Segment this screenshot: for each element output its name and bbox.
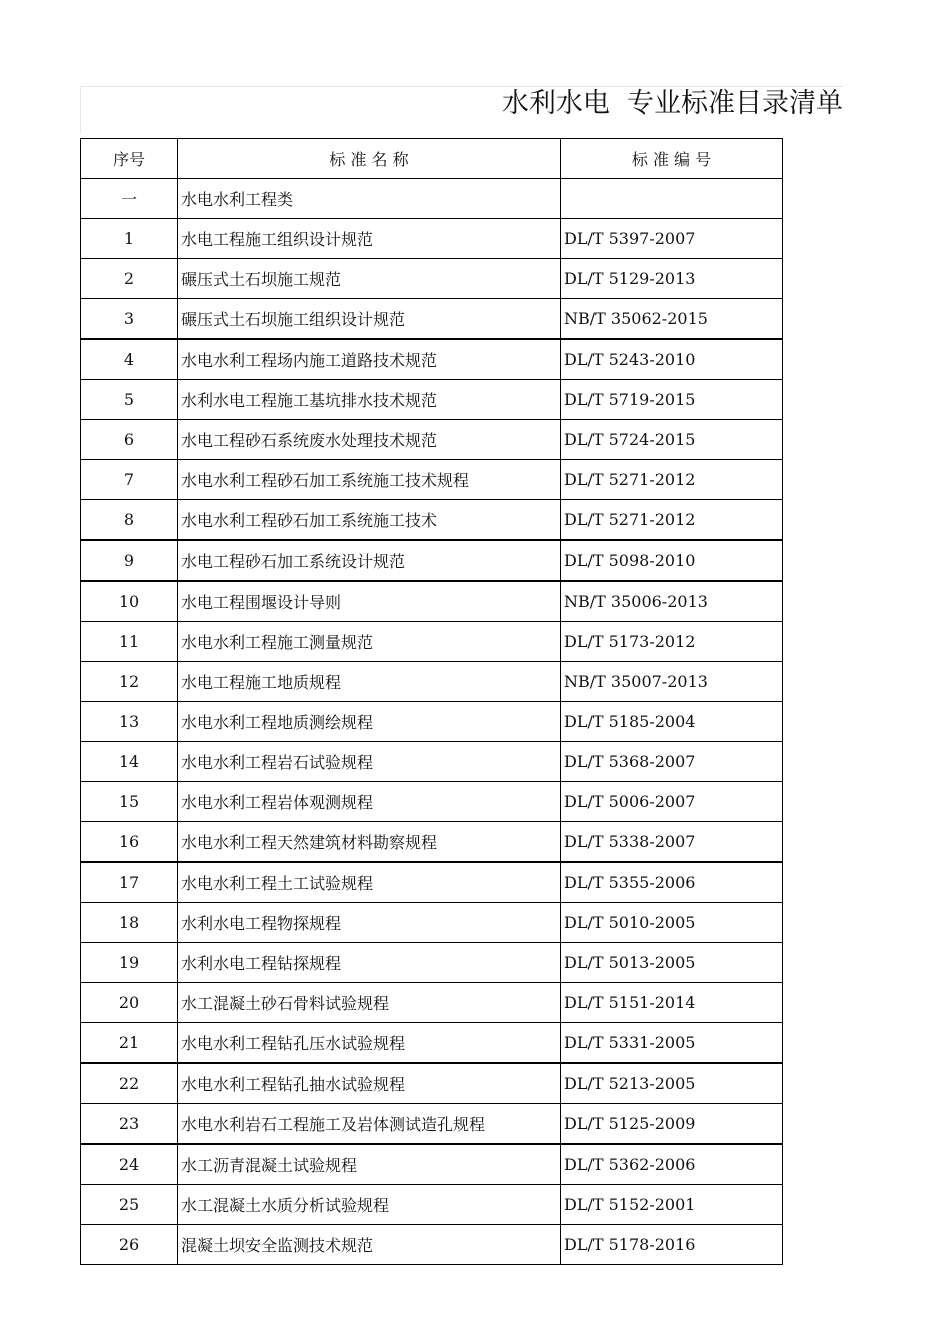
- cell-standard-name: 水电水利工程岩体观测规程: [178, 782, 561, 822]
- cell-standard-name: 水电水利工程土工试验规程: [178, 862, 561, 903]
- cell-standard-code: NB/T 35062-2015: [561, 299, 783, 340]
- cell-standard-name: 水工混凝土砂石骨料试验规程: [178, 983, 561, 1023]
- cell-serial-number: 12: [81, 662, 178, 702]
- cell-standard-name: 碾压式土石坝施工组织设计规范: [178, 299, 561, 340]
- cell-standard-code: DL/T 5129-2013: [561, 259, 783, 299]
- table-row: [81, 742, 783, 782]
- table-header-row: [81, 139, 783, 179]
- cell-standard-code: DL/T 5152-2001: [561, 1185, 783, 1225]
- cell-standard-code: DL/T 5271-2012: [561, 460, 783, 500]
- cell-serial-number: 4: [81, 339, 178, 380]
- table-row: [81, 782, 783, 822]
- cell-standard-code: DL/T 5151-2014: [561, 983, 783, 1023]
- cell-serial-number: 15: [81, 782, 178, 822]
- cell-standard-name: 水利水电工程钻探规程: [178, 943, 561, 983]
- cell-standard-code: DL/T 5013-2005: [561, 943, 783, 983]
- cell-standard-name: 水工沥青混凝土试验规程: [178, 1144, 561, 1185]
- cell-serial-number: 20: [81, 983, 178, 1023]
- cell-serial-number: 25: [81, 1185, 178, 1225]
- cell-serial-number: 13: [81, 702, 178, 742]
- cell-serial-number: 17: [81, 862, 178, 903]
- cell-serial-number: 7: [81, 460, 178, 500]
- cell-standard-name: 水利水电工程施工基坑排水技术规范: [178, 380, 561, 420]
- cell-standard-name: 水电水利工程施工测量规范: [178, 622, 561, 662]
- table-row: [81, 299, 783, 340]
- table-row: [81, 339, 783, 380]
- cell-standard-code: DL/T 5355-2006: [561, 862, 783, 903]
- cell-standard-name: 水电工程砂石加工系统设计规范: [178, 540, 561, 581]
- table-row: [81, 500, 783, 541]
- table-row: [81, 1063, 783, 1104]
- cell-standard-name: 水电水利工程天然建筑材料勘察规程: [178, 822, 561, 863]
- cell-standard-code: DL/T 5010-2005: [561, 903, 783, 943]
- table-row: [81, 1185, 783, 1225]
- cell-standard-name: 水利水电工程物探规程: [178, 903, 561, 943]
- table-body: [81, 179, 783, 1265]
- cell-serial-number: 26: [81, 1225, 178, 1265]
- table-row: [81, 903, 783, 943]
- cell-serial-number: 6: [81, 420, 178, 460]
- cell-standard-name: 水电水利工程类: [178, 179, 561, 219]
- table-row: [81, 460, 783, 500]
- cell-standard-name: 混凝土坝安全监测技术规范: [178, 1225, 561, 1265]
- cell-serial-number: 19: [81, 943, 178, 983]
- table-row: [81, 662, 783, 702]
- table-row: [81, 983, 783, 1023]
- cell-standard-name: 水电水利工程地质测绘规程: [178, 702, 561, 742]
- table-row: [81, 943, 783, 983]
- cell-standard-name: 水电水利工程钻孔压水试验规程: [178, 1023, 561, 1064]
- cell-standard-name: 水电工程围堰设计导则: [178, 581, 561, 622]
- cell-serial-number: 16: [81, 822, 178, 863]
- cell-standard-name: 水工混凝土水质分析试验规程: [178, 1185, 561, 1225]
- cell-standard-code: NB/T 35006-2013: [561, 581, 783, 622]
- table-row: [81, 219, 783, 259]
- table-row: [81, 259, 783, 299]
- page-title: 水利水电 专业标准目录清单: [501, 88, 843, 119]
- table-row: [81, 420, 783, 460]
- cell-standard-name: 水电水利工程砂石加工系统施工技术: [178, 500, 561, 541]
- table-row: [81, 1104, 783, 1145]
- cell-standard-name: 水电水利岩石工程施工及岩体测试造孔规程: [178, 1104, 561, 1145]
- header-serial-number: 序号: [81, 139, 178, 179]
- cell-serial-number: 24: [81, 1144, 178, 1185]
- cell-serial-number: 11: [81, 622, 178, 662]
- cell-serial-number: 1: [81, 219, 178, 259]
- cell-standard-code: DL/T 5243-2010: [561, 339, 783, 380]
- table-row: [81, 862, 783, 903]
- table-row: [81, 179, 783, 219]
- cell-standard-code: DL/T 5368-2007: [561, 742, 783, 782]
- cell-serial-number: 一: [81, 179, 178, 219]
- title-band: [80, 86, 843, 133]
- cell-standard-code: DL/T 5397-2007: [561, 219, 783, 259]
- cell-serial-number: 18: [81, 903, 178, 943]
- cell-standard-code: DL/T 5338-2007: [561, 822, 783, 863]
- cell-standard-code: DL/T 5331-2005: [561, 1023, 783, 1064]
- cell-standard-name: 水电水利工程砂石加工系统施工技术规程: [178, 460, 561, 500]
- table-row: [81, 702, 783, 742]
- cell-serial-number: 10: [81, 581, 178, 622]
- cell-standard-name: 水电工程施工地质规程: [178, 662, 561, 702]
- table-row: [81, 540, 783, 581]
- table-row: [81, 1225, 783, 1265]
- table-row: [81, 622, 783, 662]
- cell-standard-code: NB/T 35007-2013: [561, 662, 783, 702]
- cell-serial-number: 23: [81, 1104, 178, 1145]
- cell-serial-number: 14: [81, 742, 178, 782]
- cell-serial-number: 21: [81, 1023, 178, 1064]
- cell-standard-name: 水电水利工程岩石试验规程: [178, 742, 561, 782]
- cell-standard-code: DL/T 5185-2004: [561, 702, 783, 742]
- cell-standard-name: 水电水利工程场内施工道路技术规范: [178, 339, 561, 380]
- standards-table: [80, 138, 783, 1265]
- cell-standard-code: DL/T 5178-2016: [561, 1225, 783, 1265]
- header-standard-name: 标 准 名 称: [178, 139, 561, 179]
- table-row: [81, 581, 783, 622]
- cell-serial-number: 8: [81, 500, 178, 541]
- cell-standard-code: DL/T 5719-2015: [561, 380, 783, 420]
- cell-serial-number: 3: [81, 299, 178, 340]
- cell-standard-code: DL/T 5098-2010: [561, 540, 783, 581]
- cell-standard-code: DL/T 5271-2012: [561, 500, 783, 541]
- cell-standard-code: DL/T 5173-2012: [561, 622, 783, 662]
- cell-standard-name: 水电工程施工组织设计规范: [178, 219, 561, 259]
- cell-standard-name: 水电工程砂石系统废水处理技术规范: [178, 420, 561, 460]
- cell-standard-name: 水电水利工程钻孔抽水试验规程: [178, 1063, 561, 1104]
- table-row: [81, 1144, 783, 1185]
- cell-serial-number: 5: [81, 380, 178, 420]
- cell-serial-number: 2: [81, 259, 178, 299]
- cell-serial-number: 22: [81, 1063, 178, 1104]
- table-row: [81, 1023, 783, 1064]
- cell-serial-number: 9: [81, 540, 178, 581]
- table-row: [81, 380, 783, 420]
- cell-standard-code: [561, 179, 783, 219]
- header-standard-code: 标 准 编 号: [561, 139, 783, 179]
- cell-standard-code: DL/T 5213-2005: [561, 1063, 783, 1104]
- cell-standard-name: 碾压式土石坝施工规范: [178, 259, 561, 299]
- cell-standard-code: DL/T 5724-2015: [561, 420, 783, 460]
- cell-standard-code: DL/T 5125-2009: [561, 1104, 783, 1145]
- cell-standard-code: DL/T 5006-2007: [561, 782, 783, 822]
- table-row: [81, 822, 783, 863]
- cell-standard-code: DL/T 5362-2006: [561, 1144, 783, 1185]
